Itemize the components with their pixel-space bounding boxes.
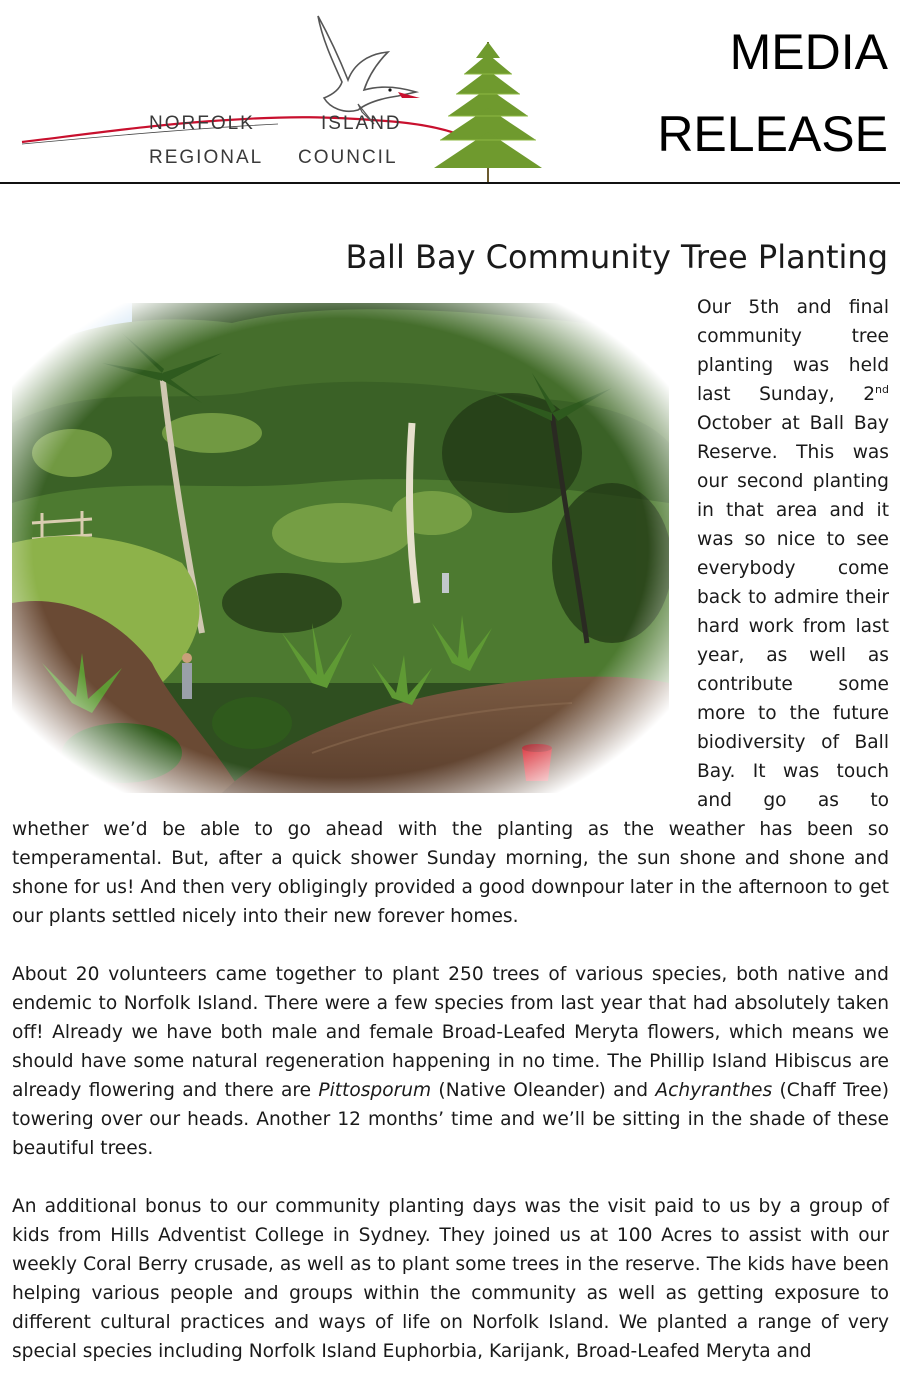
media-release-line2: RELEASE — [657, 106, 888, 162]
logo-text-regional: REGIONAL — [149, 147, 264, 168]
header-divider — [0, 182, 900, 184]
norfolk-pine-icon — [418, 8, 558, 184]
article-title: Ball Bay Community Tree Planting — [345, 238, 888, 276]
paragraph-1-part-a: Our 5th and final community tree planting was held last Sunday, 2 — [697, 297, 889, 405]
page-header — [0, 0, 900, 186]
logo-text-council: COUNCIL — [298, 147, 398, 168]
council-logo — [18, 8, 563, 184]
species-achyranthes: Achyranthes — [655, 1080, 773, 1101]
paragraph-1-part-b: October at Ball Bay Reserve. This was our second planting in that area and it was so nice to see everybody come back to admire their hard work from last year, as well as contribute some more to the future biodiversity of Ball Bay. It was touch and go as to whether we’d be able to go ahead with the planting as the weather has been so temperamental. But, after a quick shower Sunday morning, the sun shone and shone and shone for us! And then very obligingly provided a good downpour later in the afternoon to get our plants settled nicely into their new forever homes. — [12, 413, 889, 927]
tree-planting-photo — [12, 303, 669, 793]
media-release-line1: MEDIA — [729, 24, 888, 80]
landscape-photo-illustration — [12, 303, 669, 793]
species-pittosporum: Pittosporum — [318, 1080, 432, 1101]
paragraph-2-part-b: (Native Oleander) and — [431, 1080, 656, 1101]
logo-text-norfolk: NORFOLK — [149, 113, 255, 134]
date-ordinal-suffix: nd — [875, 382, 889, 396]
paragraph-2-part-c: (Chaff Tree) towering over our heads. Another 12 months’ time and we’ll be sitting in the shade of these beautiful trees. — [12, 1080, 889, 1159]
paragraph-2-part-a: About 20 volunteers came together to plant 250 trees of various species, both native and endemic to Norfolk Island. There were a few species from last year that had absolutely taken off! Already we have both male and female Broad-Leafed Meryta flowers, which means we should have some natural regeneration happening in no time. The Phillip Island Hibiscus are already flowering and there are — [12, 964, 889, 1101]
article-body — [12, 293, 889, 1395]
logo-text-island: ISLAND — [321, 113, 402, 134]
paragraph-2 — [12, 960, 889, 1163]
paragraph-3: An additional bonus to our community planting days was the visit paid to us by a group of kids from Hills Adventist College in Sydney. They joined us at 100 Acres to assist with our weekly Coral Berry crusade, as well as to plant some trees in the reserve. The kids have been helping various people and groups within the community as well as getting exposure to different cultural practices and ways of life on Norfolk Island. We planted a range of very special species including Norfolk Island Euphorbia, Karijank, Broad-Leafed Meryta and — [12, 1196, 889, 1362]
